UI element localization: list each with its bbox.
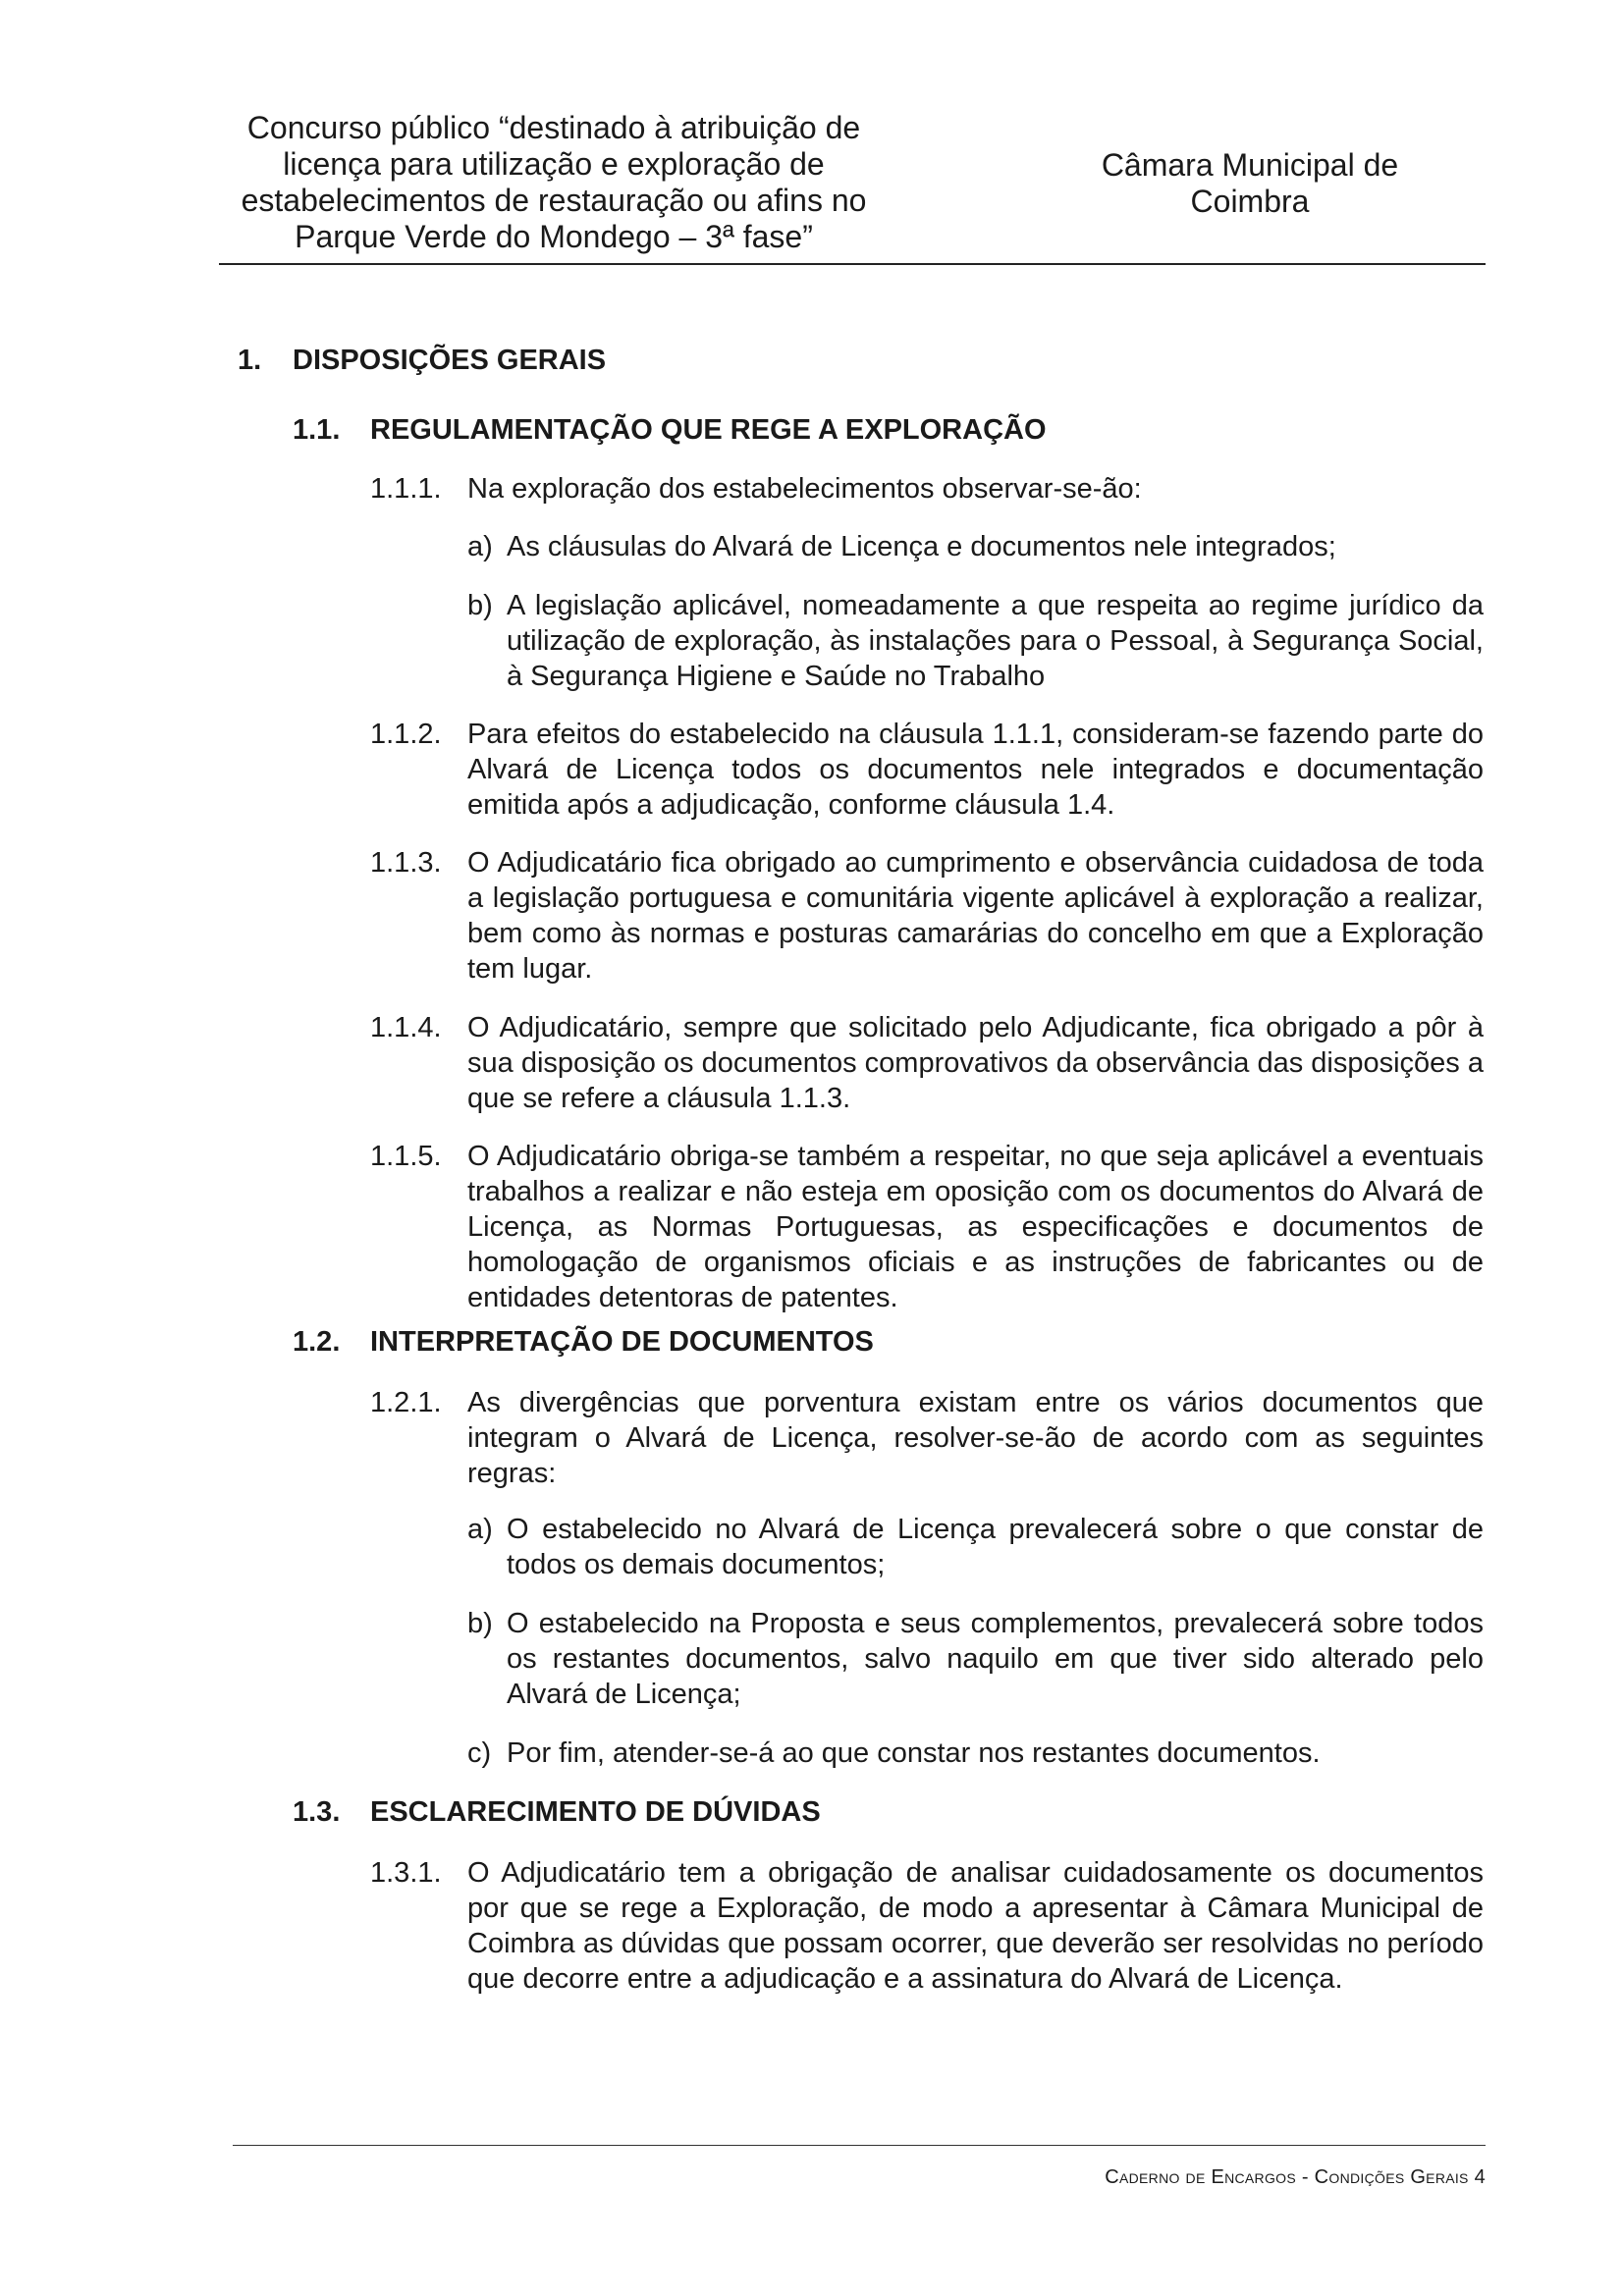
header-contest-title: [219, 110, 889, 255]
list-item-text: As cláusulas do Alvará de Licença e documentos nele integrados;: [507, 531, 1336, 562]
list-item-text: A legislação aplicável, nomeadamente a que respeita ao regime jurídico da utilização de exploração, às instalações para o Pessoal, à Segurança Social, à Segurança Higiene e Saúde no Trabalho: [507, 590, 1484, 692]
section-title: DISPOSIÇÕES GERAIS: [293, 345, 607, 376]
section-title: INTERPRETAÇÃO DE DOCUMENTOS: [370, 1326, 874, 1358]
section-title: REGULAMENTAÇÃO QUE REGE A EXPLORAÇÃO: [370, 414, 1047, 446]
section-number: 1.2.: [293, 1326, 341, 1358]
header-organization: [1044, 147, 1456, 220]
list-item-text: O estabelecido no Alvará de Licença prevalecerá sobre o que constar de todos os demais documentos;: [507, 1514, 1484, 1580]
list-marker: b): [467, 590, 493, 621]
clause-text: O Adjudicatário, sempre que solicitado pelo Adjudicante, fica obrigado a pôr à sua disposição os documentos comprovativos da observância das disposições a que se refere a cláusula 1.1.3.: [467, 1012, 1484, 1114]
clause-text: O Adjudicatário obriga-se também a respeitar, no que seja aplicável a eventuais trabalhos a realizar e não esteja em oposição com os documentos do Alvará de Licença, as Normas Portuguesas, as especificações e documentos de homologação de organismos oficiais e as instruções de fabricantes ou de entidades detentoras de patentes.: [467, 1141, 1484, 1313]
section-title: ESCLARECIMENTO DE DÚVIDAS: [370, 1796, 821, 1828]
footer-document-title: Caderno de Encargos - Condições Gerais: [1105, 2166, 1469, 2188]
section-number: 1.1.: [293, 414, 341, 446]
list-marker: b): [467, 1608, 493, 1639]
clause-number: 1.1.1.: [370, 473, 442, 505]
section-number: 1.3.: [293, 1796, 341, 1828]
list-marker: c): [467, 1737, 492, 1769]
list-item-text: O estabelecido na Proposta e seus complementos, prevalecerá sobre todos os restantes documentos, salvo naquilo em que tiver sido alterado pelo Alvará de Licença;: [507, 1608, 1484, 1710]
page-number: 4: [1474, 2166, 1486, 2188]
clause-number: 1.1.4.: [370, 1012, 442, 1043]
clause-text: Para efeitos do estabelecido na cláusula 1.1.1, consideram-se fazendo parte do Alvará de Licença todos os documentos nele integrados e documentação emitida após a adjudicação, conforme cláusula 1.4.: [467, 719, 1484, 821]
list-item-text: Por fim, atender-se-á ao que constar nos restantes documentos.: [507, 1737, 1321, 1769]
header-org-line: Câmara Municipal de: [1101, 147, 1399, 183]
footer-divider: [233, 2145, 1486, 2146]
clause-text: Na exploração dos estabelecimentos observar-se-ão:: [467, 473, 1142, 505]
clause-text: O Adjudicatário tem a obrigação de analisar cuidadosamente os documentos por que se rege a Exploração, de modo a apresentar à Câmara Municipal de Coimbra as dúvidas que possam ocorrer, que deverão ser resolvidas no período que decorre entre a adjudicação e a assinatura do Alvará de Licença.: [467, 1857, 1484, 1995]
page-footer: [1105, 2165, 1486, 2189]
clause-text: O Adjudicatário fica obrigado ao cumprimento e observância cuidadosa de toda a legislação portuguesa e comunitária vigente aplicável à exploração a realizar, bem como às normas e posturas camarárias do concelho em que a Exploração tem lugar.: [467, 847, 1484, 985]
clause-number: 1.1.2.: [370, 719, 442, 750]
clause-text: As divergências que porventura existam entre os vários documentos que integram o Alvará de Licença, resolver-se-ão de acordo com as seguintes regras:: [467, 1387, 1484, 1489]
header-title-line: Concurso público “destinado à atribuição de: [246, 110, 861, 145]
clause-number: 1.3.1.: [370, 1857, 442, 1889]
header-org-line: Coimbra: [1190, 184, 1310, 219]
list-marker: a): [467, 1514, 493, 1545]
clause-number: 1.2.1.: [370, 1387, 442, 1418]
clause-number: 1.1.5.: [370, 1141, 442, 1172]
list-marker: a): [467, 531, 493, 562]
header-title-line: licença para utilização e exploração de: [283, 146, 825, 182]
header-title-line: Parque Verde do Mondego – 3ª fase”: [295, 219, 813, 254]
clause-number: 1.1.3.: [370, 847, 442, 879]
section-number: 1.: [238, 345, 262, 376]
header-title-line: estabelecimentos de restauração ou afins no: [241, 183, 867, 218]
page-header: [219, 110, 1486, 265]
